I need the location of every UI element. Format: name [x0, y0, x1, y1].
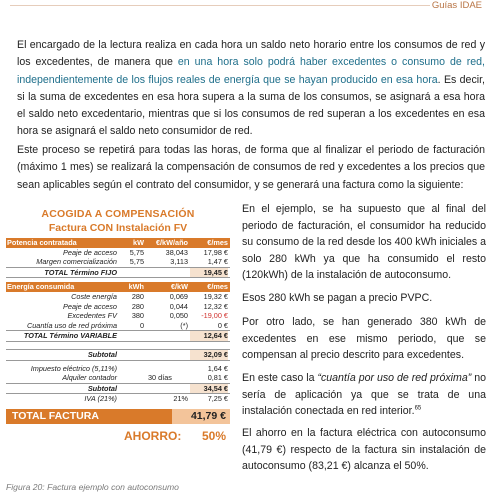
iva-value: 7,25 €	[207, 394, 228, 404]
paragraph-1	[17, 37, 485, 141]
power-total-label: TOTAL Término FIJO	[44, 267, 117, 277]
table-row	[6, 248, 230, 258]
row-value-1: 0	[139, 320, 144, 330]
row-value-2: (*)	[180, 320, 188, 330]
right-paragraph-2: Esos 280 kWh se pagan a precio PVPC.	[242, 292, 433, 304]
right-paragraph-4-a: En este caso la	[242, 372, 318, 384]
iva-label: IVA (21%)	[84, 394, 117, 404]
right-paragraph-4-c: no sería de aplicación ya que se trata de una instalación conectada en red interior.	[242, 372, 486, 418]
subtotal-2-label: Subtotal	[87, 383, 117, 393]
paragraph-1-highlight: en una hora solo podrá haber excedentes o consumo de red, independientemente de los flujos reales de energía que se hayan producido en esa hora	[17, 56, 485, 86]
row-label: Impuesto eléctrico (5,11%)	[30, 363, 117, 373]
table-row	[6, 302, 230, 312]
energy-total-row	[6, 330, 230, 342]
row-value-3: 0,81 €	[207, 373, 228, 383]
row-value-2: 0,044	[169, 301, 188, 311]
row-label: Coste energía	[71, 291, 117, 301]
paragraph-1-text-a: El encargado de la lectura realiza en cada hora un saldo neto horario entre los consumos de red y los excedentes, de manera que	[17, 39, 485, 69]
row-value-3: -19,00 €	[201, 311, 228, 321]
power-header-unit2: €/kW/año	[155, 238, 188, 247]
table-row	[6, 311, 230, 321]
page-header	[0, 0, 492, 14]
right-paragraph-5: El ahorro en la factura eléctrica con autoconsumo (41,79 €) respecto de la factura sin instalación de autoconsumo (83,21 €) alcanza el 50%.	[242, 427, 486, 473]
row-value-3: 19,32 €	[203, 291, 228, 301]
energy-total-label: TOTAL Término VARIABLE	[23, 331, 117, 341]
row-value-3: 12,32 €	[203, 301, 228, 311]
table-row	[6, 257, 230, 267]
saving-label: AHORRO:	[124, 428, 182, 443]
row-value-3: 17,98 €	[203, 247, 228, 257]
row-value-2: 0,050	[169, 311, 188, 321]
subtotal-2-value: 34,54 €	[190, 384, 228, 394]
row-value-1: 280	[131, 301, 144, 311]
invoice-total-box	[172, 409, 230, 424]
row-label: Margen comercialización	[36, 257, 117, 267]
subtotal-row-2	[6, 383, 230, 395]
power-total-row	[6, 267, 230, 279]
row-label: Peaje de acceso	[63, 301, 117, 311]
power-total-value: 19,45 €	[190, 268, 228, 278]
saving-value: 50%	[201, 428, 226, 443]
subtotal-row-1	[6, 349, 230, 361]
row-value-1: 30 días	[148, 373, 172, 383]
row-label: Alquiler contador	[62, 373, 117, 383]
invoice-total-label: TOTAL FACTURA	[12, 409, 99, 422]
table-row	[6, 292, 230, 302]
footnote-ref: 65	[414, 405, 422, 412]
row-value-2: 0,069	[169, 291, 188, 301]
header-label: Guías IDAE	[431, 0, 482, 11]
row-label: Cuantía uso de red próxima	[26, 320, 117, 330]
subtotal-1-label: Subtotal	[87, 349, 117, 359]
table-row	[6, 373, 230, 383]
header-rule	[10, 5, 430, 6]
right-paragraph-1: En el ejemplo, se ha supuesto que al final del periodo de facturación, el consumidor ha reducido su consumo de la red desde los 400 kWh iniciales a solo 280 kWh ya que ha consumido el resto (120kWh) de la instalación de autoconsumo.	[242, 203, 486, 282]
power-header-unit3: €/mes	[207, 238, 228, 247]
row-value-1: 5,75	[129, 257, 144, 267]
saving-row	[6, 427, 230, 445]
invoice-total-value: 41,79 €	[190, 409, 226, 422]
iva-rate: 21%	[173, 394, 188, 404]
invoice-table	[6, 208, 230, 445]
invoice-subtitle: Factura CON Instalación FV	[48, 222, 188, 234]
invoice-total-row	[6, 409, 230, 424]
power-header-unit1: kW	[133, 238, 144, 247]
invoice-title: ACOGIDA A COMPENSACIÓN	[41, 208, 195, 220]
row-value-3: 1,64 €	[207, 363, 228, 373]
energy-total-value: 12,64 €	[190, 331, 228, 341]
row-label: Peaje de acceso	[63, 247, 117, 257]
table-row	[6, 321, 230, 331]
power-header-label: Potencia contratada	[7, 238, 77, 247]
row-value-2: 38,043	[165, 247, 188, 257]
row-value-2: 3,113	[170, 257, 188, 267]
row-label: Excedentes FV	[67, 311, 117, 321]
figure-caption: Figura 20: Factura ejemplo con autoconsumo	[6, 482, 179, 492]
power-section-header	[6, 238, 230, 248]
energy-header-unit1: kWh	[128, 282, 144, 292]
subtotal-1-value: 32,09 €	[190, 350, 228, 360]
row-value-1: 280	[131, 291, 144, 301]
energy-header-label: Energía consumida	[7, 282, 75, 292]
row-value-3: 0 €	[217, 320, 228, 330]
paragraph-1-text-b: . Es decir, si la suma de excedentes en esa hora supera a la suma de los consumos, se asignará a esa hora el saldo neto excedentario, mientras que si los consumos de red superan a los excedentes en esa hora se asignará el saldo neto consumidor de red.	[17, 73, 485, 138]
row-value-1: 380	[131, 311, 144, 321]
right-paragraph-4-quote: “cuantía por uso de red próxima”	[317, 372, 472, 384]
right-paragraph-3: Por otro lado, se han generado 380 kWh de excedentes en ese mismo periodo, que se compensan al precio descrito para excedentes.	[242, 316, 486, 362]
energy-header-unit3: €/mes	[207, 282, 228, 292]
energy-section-header	[6, 282, 230, 292]
paragraph-2: Este proceso se repetirá para todas las horas, de forma que al finalizar el periodo de facturación (máximo 1 mes) se realizará la compensación de consumos de red y excedentes a los precios que sean aplicables según el contrato del consumidor, y se generará una factura como la siguiente:	[17, 144, 485, 191]
iva-row	[6, 394, 230, 404]
table-row	[6, 364, 230, 374]
right-paragraph-4	[242, 370, 486, 420]
row-value-3: 1,47 €	[207, 257, 228, 267]
row-value-1: 5,75	[129, 247, 144, 257]
energy-header-unit2: €/kW	[170, 282, 188, 292]
